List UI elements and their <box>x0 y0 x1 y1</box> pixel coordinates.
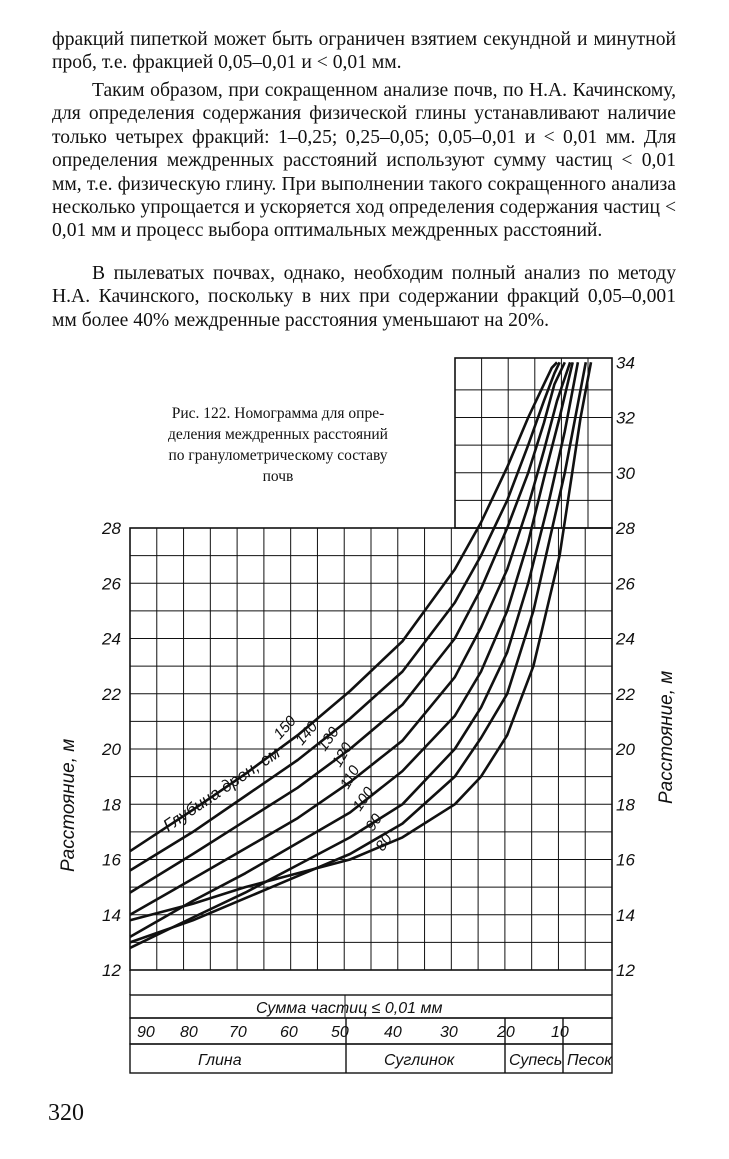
right-tick-28: 28 <box>616 519 635 538</box>
x-tick-10: 10 <box>551 1024 569 1041</box>
figure-caption-line-2: по гранулометрическому составу <box>168 447 388 464</box>
curve-label-120: 120 <box>328 739 356 770</box>
soil-class-1: Суглинок <box>384 1052 455 1069</box>
curve-label-130: 130 <box>314 724 343 755</box>
right-tick-22: 22 <box>616 684 635 704</box>
right-tick-12: 12 <box>616 961 635 980</box>
right-tick-20: 20 <box>616 740 635 759</box>
x-tick-box <box>130 1018 612 1044</box>
x-tick-80: 80 <box>180 1024 198 1041</box>
curve-label-150: 150 <box>270 712 300 743</box>
right-tick-30: 30 <box>616 463 635 483</box>
x-tick-30: 30 <box>440 1024 458 1041</box>
paragraph-3: В пылеватых почвах, однако, необходим полный анализ по методу Н.А. Качинского, поскольку в них при содержании фракций 0,05–0,001 мм более 40% междренные расстояния уменьшают на 20%. <box>52 263 676 331</box>
right-tick-24: 24 <box>616 629 635 649</box>
figure-caption-line-0: Рис. 122. Номограмма для опре- <box>171 405 385 422</box>
left-tick-12: 12 <box>102 961 121 980</box>
left-tick-16: 16 <box>102 850 121 870</box>
paragraph-1: фракций пипеткой может быть ограничен взятием секундной и минутной проб, т.е. фракцией 0,05–0,01 и < 0,01 мм. <box>52 29 676 74</box>
right-tick-16: 16 <box>616 850 635 870</box>
y-axis-label-right: Расстояние, м <box>656 670 677 804</box>
curve-family-label: Глубина дрен, см <box>159 743 284 836</box>
left-tick-22: 22 <box>102 684 121 704</box>
x-tick-60: 60 <box>280 1024 298 1041</box>
curve-label-80: 80 <box>372 830 396 855</box>
y-axis-label-left: Расстояние, м <box>58 738 79 872</box>
x-tick-70: 70 <box>229 1024 247 1041</box>
x-tick-20: 20 <box>497 1024 515 1041</box>
paragraph-2: Таким образом, при сокращенном анализе почв, по Н.А. Качинскому, для определения содержания физической глины устанавливают наличие только четырех фракций: 1–0,25; 0,25–0,05; 0,05–0,01 и < 0,01 мм. Для определения междренных расстояний используют сумму частиц < 0,01 мм, т.е. физическую глину. При выполнении такого сокращенного анализа несколько упрощается и ускоряется ход определения содержания частиц < 0,01 мм и процесс выбора оптимальных междренных расстояний. <box>52 80 676 242</box>
curve-label-90: 90 <box>362 810 386 835</box>
soil-class-3: Песок <box>567 1052 612 1069</box>
page-number: 320 <box>48 1100 84 1126</box>
right-tick-18: 18 <box>616 795 635 815</box>
x-axis-label: Сумма частиц ≤ 0,01 мм <box>256 1000 443 1017</box>
x-tick-90: 90 <box>137 1024 155 1041</box>
soil-class-0: Глина <box>198 1052 242 1069</box>
soil-class-2: Супесь <box>509 1052 563 1069</box>
left-tick-20: 20 <box>102 740 121 759</box>
figure-caption-line-1: деления междренных расстояний <box>168 426 388 443</box>
left-tick-18: 18 <box>102 795 121 815</box>
right-tick-26: 26 <box>616 574 635 594</box>
right-tick-14: 14 <box>616 905 635 925</box>
left-tick-28: 28 <box>102 519 121 538</box>
figure-caption-line-3: почв <box>262 468 294 485</box>
curve-label-110: 110 <box>336 762 364 792</box>
chart-labels <box>58 353 677 1069</box>
x-tick-50: 50 <box>331 1024 349 1041</box>
right-tick-34: 34 <box>616 353 635 373</box>
x-tick-40: 40 <box>384 1024 402 1041</box>
left-tick-14: 14 <box>102 905 121 925</box>
left-tick-24: 24 <box>102 629 121 649</box>
right-tick-32: 32 <box>616 408 635 428</box>
curve-label-140: 140 <box>292 718 322 749</box>
curve-label-100: 100 <box>349 784 378 815</box>
left-tick-26: 26 <box>102 574 121 594</box>
curve-depth-80 <box>130 362 591 920</box>
